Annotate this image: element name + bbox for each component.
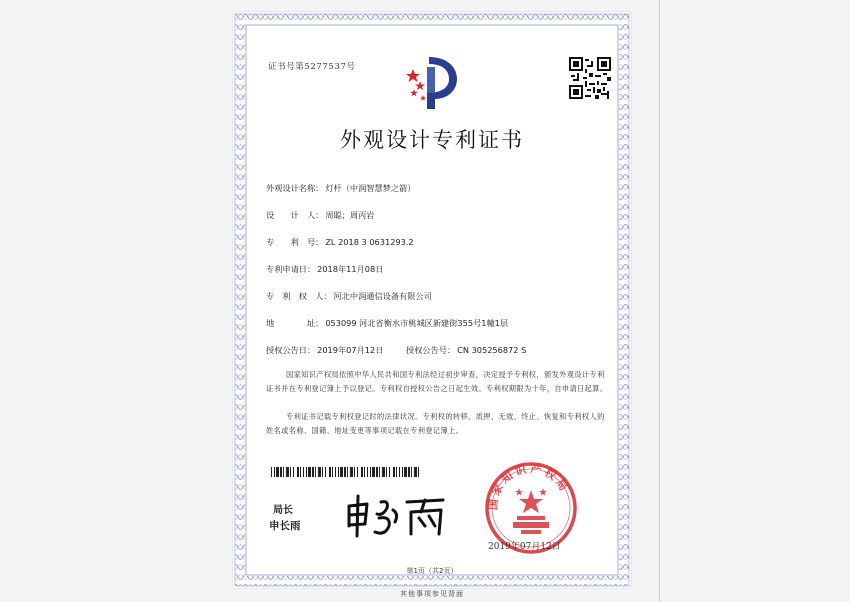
chief-title: 局长	[273, 505, 293, 516]
field-label: 专 利 号：	[266, 237, 324, 247]
seal-text: 国家知识产权局	[486, 461, 572, 511]
field-application-date	[266, 264, 383, 275]
field-label: 外观设计名称：	[266, 183, 324, 193]
field-address	[266, 318, 508, 329]
document-title: 外观设计专利证书	[340, 128, 524, 152]
field-design-name	[266, 183, 415, 194]
field-value: 053099 河北省衡水市桃城区新建街355号1幢1层	[325, 318, 509, 328]
chief-name: 申长雨	[269, 520, 301, 532]
field-value-grant-number: CN 305256872 S	[457, 345, 527, 355]
patent-office-logo-icon	[405, 53, 461, 111]
certificate-sheet	[233, 12, 631, 588]
field-value: 2018年11月08日	[317, 264, 384, 274]
field-patent-number	[266, 237, 414, 248]
field-label: 授权公告日：	[266, 345, 316, 355]
legal-status-paragraph: 专利证书记载专利权登记时的法律状况。专利权的转移、质押、无效、终止、恢复和专利权人的姓名或名称、国籍、地址变更等事项记载在专利登记簿上。	[266, 412, 605, 436]
field-label-grant-number: 授权公告号：	[406, 345, 456, 355]
field-value: 灯杆（中润智慧梦之箭）	[325, 183, 416, 193]
field-designer	[266, 210, 374, 221]
field-value: 2019年07月12日	[317, 345, 384, 355]
barcode-icon	[271, 467, 421, 477]
field-label: 地 址：	[266, 318, 324, 328]
seal-date: 2019年07月12日	[488, 542, 561, 552]
field-label: 专利申请日：	[266, 264, 316, 274]
page-number: 第1页（共2页）	[406, 567, 458, 575]
certificate-number: 证书号第5277537号	[268, 62, 356, 72]
field-label: 设 计 人：	[266, 210, 324, 220]
back-note: 其他事项参见背面	[400, 590, 464, 598]
page-edge-divider	[659, 0, 660, 602]
field-grant-date	[266, 345, 526, 356]
field-patentee	[266, 291, 432, 302]
field-label: 专 利 权 人：	[266, 291, 332, 301]
field-value: 河北中润通信设备有限公司	[333, 291, 432, 301]
qr-code-icon	[569, 57, 611, 99]
signature-icon	[343, 492, 453, 540]
field-value: ZL 2018 3 0631293.2	[325, 237, 414, 247]
field-value: 周聪；周丙岩	[325, 210, 375, 220]
grant-statement-paragraph: 国家知识产权局依照中华人民共和国专利法经过初步审查，决定授予专利权，颁发外观设计专利证书并在专利登记簿上予以登记。专利权自授权公告之日起生效。专利权期限为十年，自申请日起算。	[266, 370, 608, 394]
